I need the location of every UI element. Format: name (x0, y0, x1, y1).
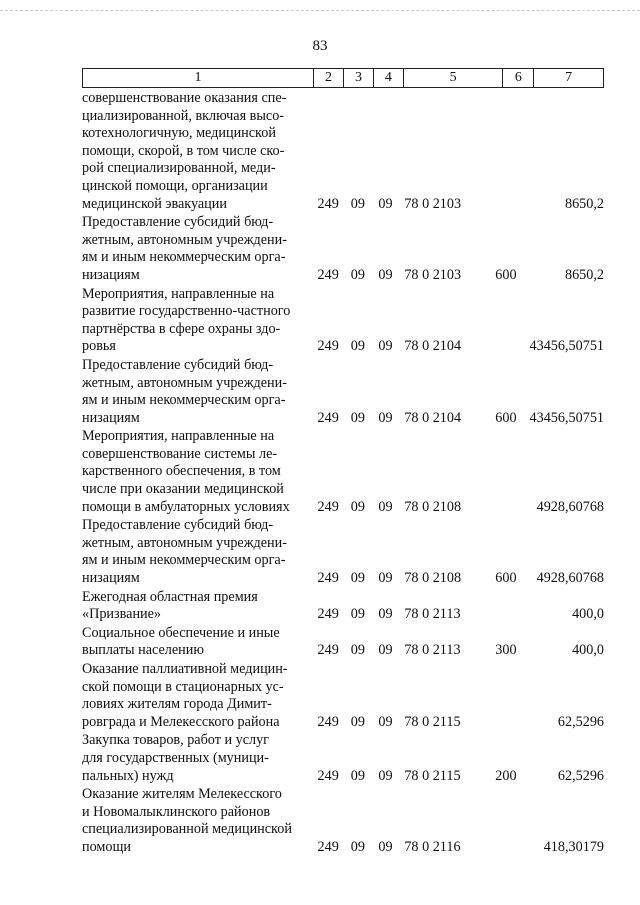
table-row (82, 589, 604, 624)
table-row (82, 286, 604, 356)
row-col-2: 249 (317, 838, 339, 855)
row-name-line: развитие государственно-частного (82, 303, 291, 320)
row-col-5: 78 0 2116 (404, 838, 461, 855)
row-name-line: карственного обеспечения, в том (82, 463, 281, 480)
row-col-7: 4928,60768 (536, 570, 604, 587)
row-col-3: 09 (350, 338, 365, 355)
row-col-4: 09 (378, 266, 393, 283)
row-name-line: и Новомалыклинского районов (82, 803, 271, 820)
row-col-4: 09 (378, 713, 393, 730)
row-name-line: совершенствование системы ле- (82, 445, 278, 462)
row-col-4: 09 (378, 338, 393, 355)
table-row (82, 625, 604, 660)
row-name-line: жетным, автономным учреждени- (82, 374, 287, 391)
row-col-4: 09 (378, 498, 393, 515)
row-name-line: низациям (82, 570, 140, 587)
row-name-line: ровья (82, 338, 116, 355)
row-name (82, 786, 311, 856)
row-col-5: 78 0 2104 (404, 338, 462, 355)
row-name-line: Закупка товаров, работ и услуг (82, 732, 269, 749)
row-col-7: 43456,50751 (529, 409, 604, 426)
row-col-4: 09 (378, 838, 393, 855)
table-row (82, 661, 604, 731)
row-col-3: 09 (350, 570, 365, 587)
row-name-line: партнёрства в сфере охраны здо- (82, 320, 281, 337)
row-name-line: Социальное обеспечение и иные (82, 624, 280, 641)
top-scan-rule (0, 10, 640, 12)
row-col-7: 43456,50751 (529, 338, 604, 355)
row-col-4: 09 (378, 409, 393, 426)
page-number: 83 (312, 38, 328, 54)
row-name-line: Мероприятия, направленные на (82, 428, 275, 445)
header-col-5: 5 (404, 69, 504, 87)
row-name-line: ям и иным некоммерческим орга- (82, 552, 286, 569)
row-col-5: 78 0 2113 (404, 606, 461, 623)
row-name-line: совершенствование оказания спе- (82, 90, 287, 106)
row-col-7: 400,0 (572, 642, 604, 659)
row-col-6: 200 (495, 767, 517, 784)
row-name-line: пальных) нужд (82, 767, 174, 784)
table-row (82, 214, 604, 284)
row-name (82, 517, 311, 587)
row-col-2: 249 (317, 570, 339, 587)
row-name (82, 214, 311, 284)
row-name-line: низациям (82, 409, 140, 426)
row-name (82, 428, 311, 516)
header-col-2: 2 (314, 69, 344, 87)
row-col-6: 300 (495, 642, 517, 659)
table-row (82, 517, 604, 587)
row-name-line: Оказание паллиативной медицин- (82, 661, 288, 677)
row-col-2: 249 (317, 338, 339, 355)
row-name-line: «Призвание» (82, 606, 162, 623)
row-name (82, 90, 311, 213)
row-col-2: 249 (317, 606, 339, 623)
row-name-line: Предоставление субсидий бюд- (82, 214, 274, 231)
header-col-7: 7 (565, 70, 573, 85)
row-col-7: 400,0 (572, 606, 604, 623)
row-col-4: 09 (378, 606, 393, 623)
row-name-line: ской помощи в стационарных ус- (82, 678, 284, 695)
row-col-6: 600 (495, 570, 517, 587)
header-col-6: 6 (503, 69, 534, 87)
row-col-4: 09 (378, 767, 393, 784)
row-col-5: 78 0 2104 (404, 409, 462, 426)
row-name-line: выплаты населению (82, 642, 204, 659)
row-col-7: 8650,2 (564, 195, 604, 212)
row-col-5: 78 0 2115 (404, 713, 461, 730)
row-col-3: 09 (350, 767, 365, 784)
table-body (82, 90, 604, 857)
row-col-3: 09 (350, 195, 365, 212)
row-name-line: Предоставление субсидий бюд- (82, 356, 274, 373)
row-name-line: помощи (82, 838, 132, 855)
row-name-line: специализированной медицинской (82, 821, 292, 838)
row-col-7: 8650,2 (564, 266, 604, 283)
row-col-2: 249 (317, 713, 339, 730)
row-col-4: 09 (378, 642, 393, 659)
header-col-4: 4 (374, 69, 404, 87)
row-name-line: ловиях жителям города Димит- (82, 696, 272, 713)
row-name-line: рой специализированной, меди- (82, 160, 276, 177)
row-name-line: Оказание жителям Мелекесского (82, 786, 282, 803)
row-col-3: 09 (350, 606, 365, 623)
row-name-line: ровграда и Мелекесского района (82, 713, 280, 730)
row-col-2: 249 (317, 642, 339, 659)
row-col-2: 249 (317, 266, 339, 283)
row-col-7: 4928,60768 (536, 498, 604, 515)
row-name-line: жетным, автономным учреждени- (82, 534, 287, 551)
row-name (82, 589, 311, 624)
row-name-line: Ежегодная областная премия (82, 588, 258, 605)
row-name-line: медицинской эвакуации (82, 195, 227, 212)
row-col-5: 78 0 2103 (404, 266, 462, 283)
row-name-line: Мероприятия, направленные на (82, 285, 275, 302)
row-col-3: 09 (350, 498, 365, 515)
row-col-7: 418,30179 (543, 838, 604, 855)
row-col-2: 249 (317, 195, 339, 212)
row-col-2: 249 (317, 767, 339, 784)
table-row (82, 90, 604, 213)
row-col-5: 78 0 2113 (404, 642, 461, 659)
row-name-line: циализированной, включая высо- (82, 107, 285, 124)
row-name-line: ям и иным некоммерческим орга- (82, 392, 286, 409)
table-row (82, 428, 604, 516)
table-row (82, 732, 604, 785)
row-name (82, 286, 311, 356)
row-name (82, 732, 311, 785)
row-name-line: помощи, скорой, в том числе ско- (82, 142, 285, 159)
row-col-3: 09 (350, 642, 365, 659)
row-name-line: цинской помощи, организации (82, 177, 268, 194)
row-name-line: Предоставление субсидий бюд- (82, 517, 274, 534)
row-col-7: 62,5296 (557, 767, 604, 784)
row-col-5: 78 0 2108 (404, 498, 462, 515)
row-col-2: 249 (317, 409, 339, 426)
table-header (82, 68, 604, 88)
row-name (82, 661, 311, 731)
row-name-line: котехнологичную, медицинской (82, 125, 276, 142)
row-col-5: 78 0 2108 (404, 570, 462, 587)
row-name-line: жетным, автономным учреждени- (82, 231, 287, 248)
row-col-6: 600 (495, 409, 517, 426)
table-row (82, 357, 604, 427)
row-col-4: 09 (378, 195, 393, 212)
row-col-3: 09 (350, 713, 365, 730)
row-col-6: 600 (495, 266, 517, 283)
row-col-4: 09 (378, 570, 393, 587)
header-col-3: 3 (344, 69, 374, 87)
row-name-line: для государственных (муници- (82, 749, 269, 766)
row-name-line: числе при оказании медицинской (82, 481, 284, 498)
header-col-1: 1 (83, 69, 314, 87)
row-name-line: ям и иным некоммерческим орга- (82, 249, 286, 266)
row-col-7: 62,5296 (557, 713, 604, 730)
row-name-line: низациям (82, 266, 140, 283)
row-col-3: 09 (350, 409, 365, 426)
row-col-2: 249 (317, 498, 339, 515)
row-col-5: 78 0 2103 (404, 195, 462, 212)
row-name (82, 357, 311, 427)
row-name-line: помощи в амбулаторных условиях (82, 498, 290, 515)
table-row (82, 786, 604, 856)
row-name (82, 625, 311, 660)
row-col-5: 78 0 2115 (404, 767, 461, 784)
row-col-3: 09 (350, 838, 365, 855)
row-col-3: 09 (350, 266, 365, 283)
